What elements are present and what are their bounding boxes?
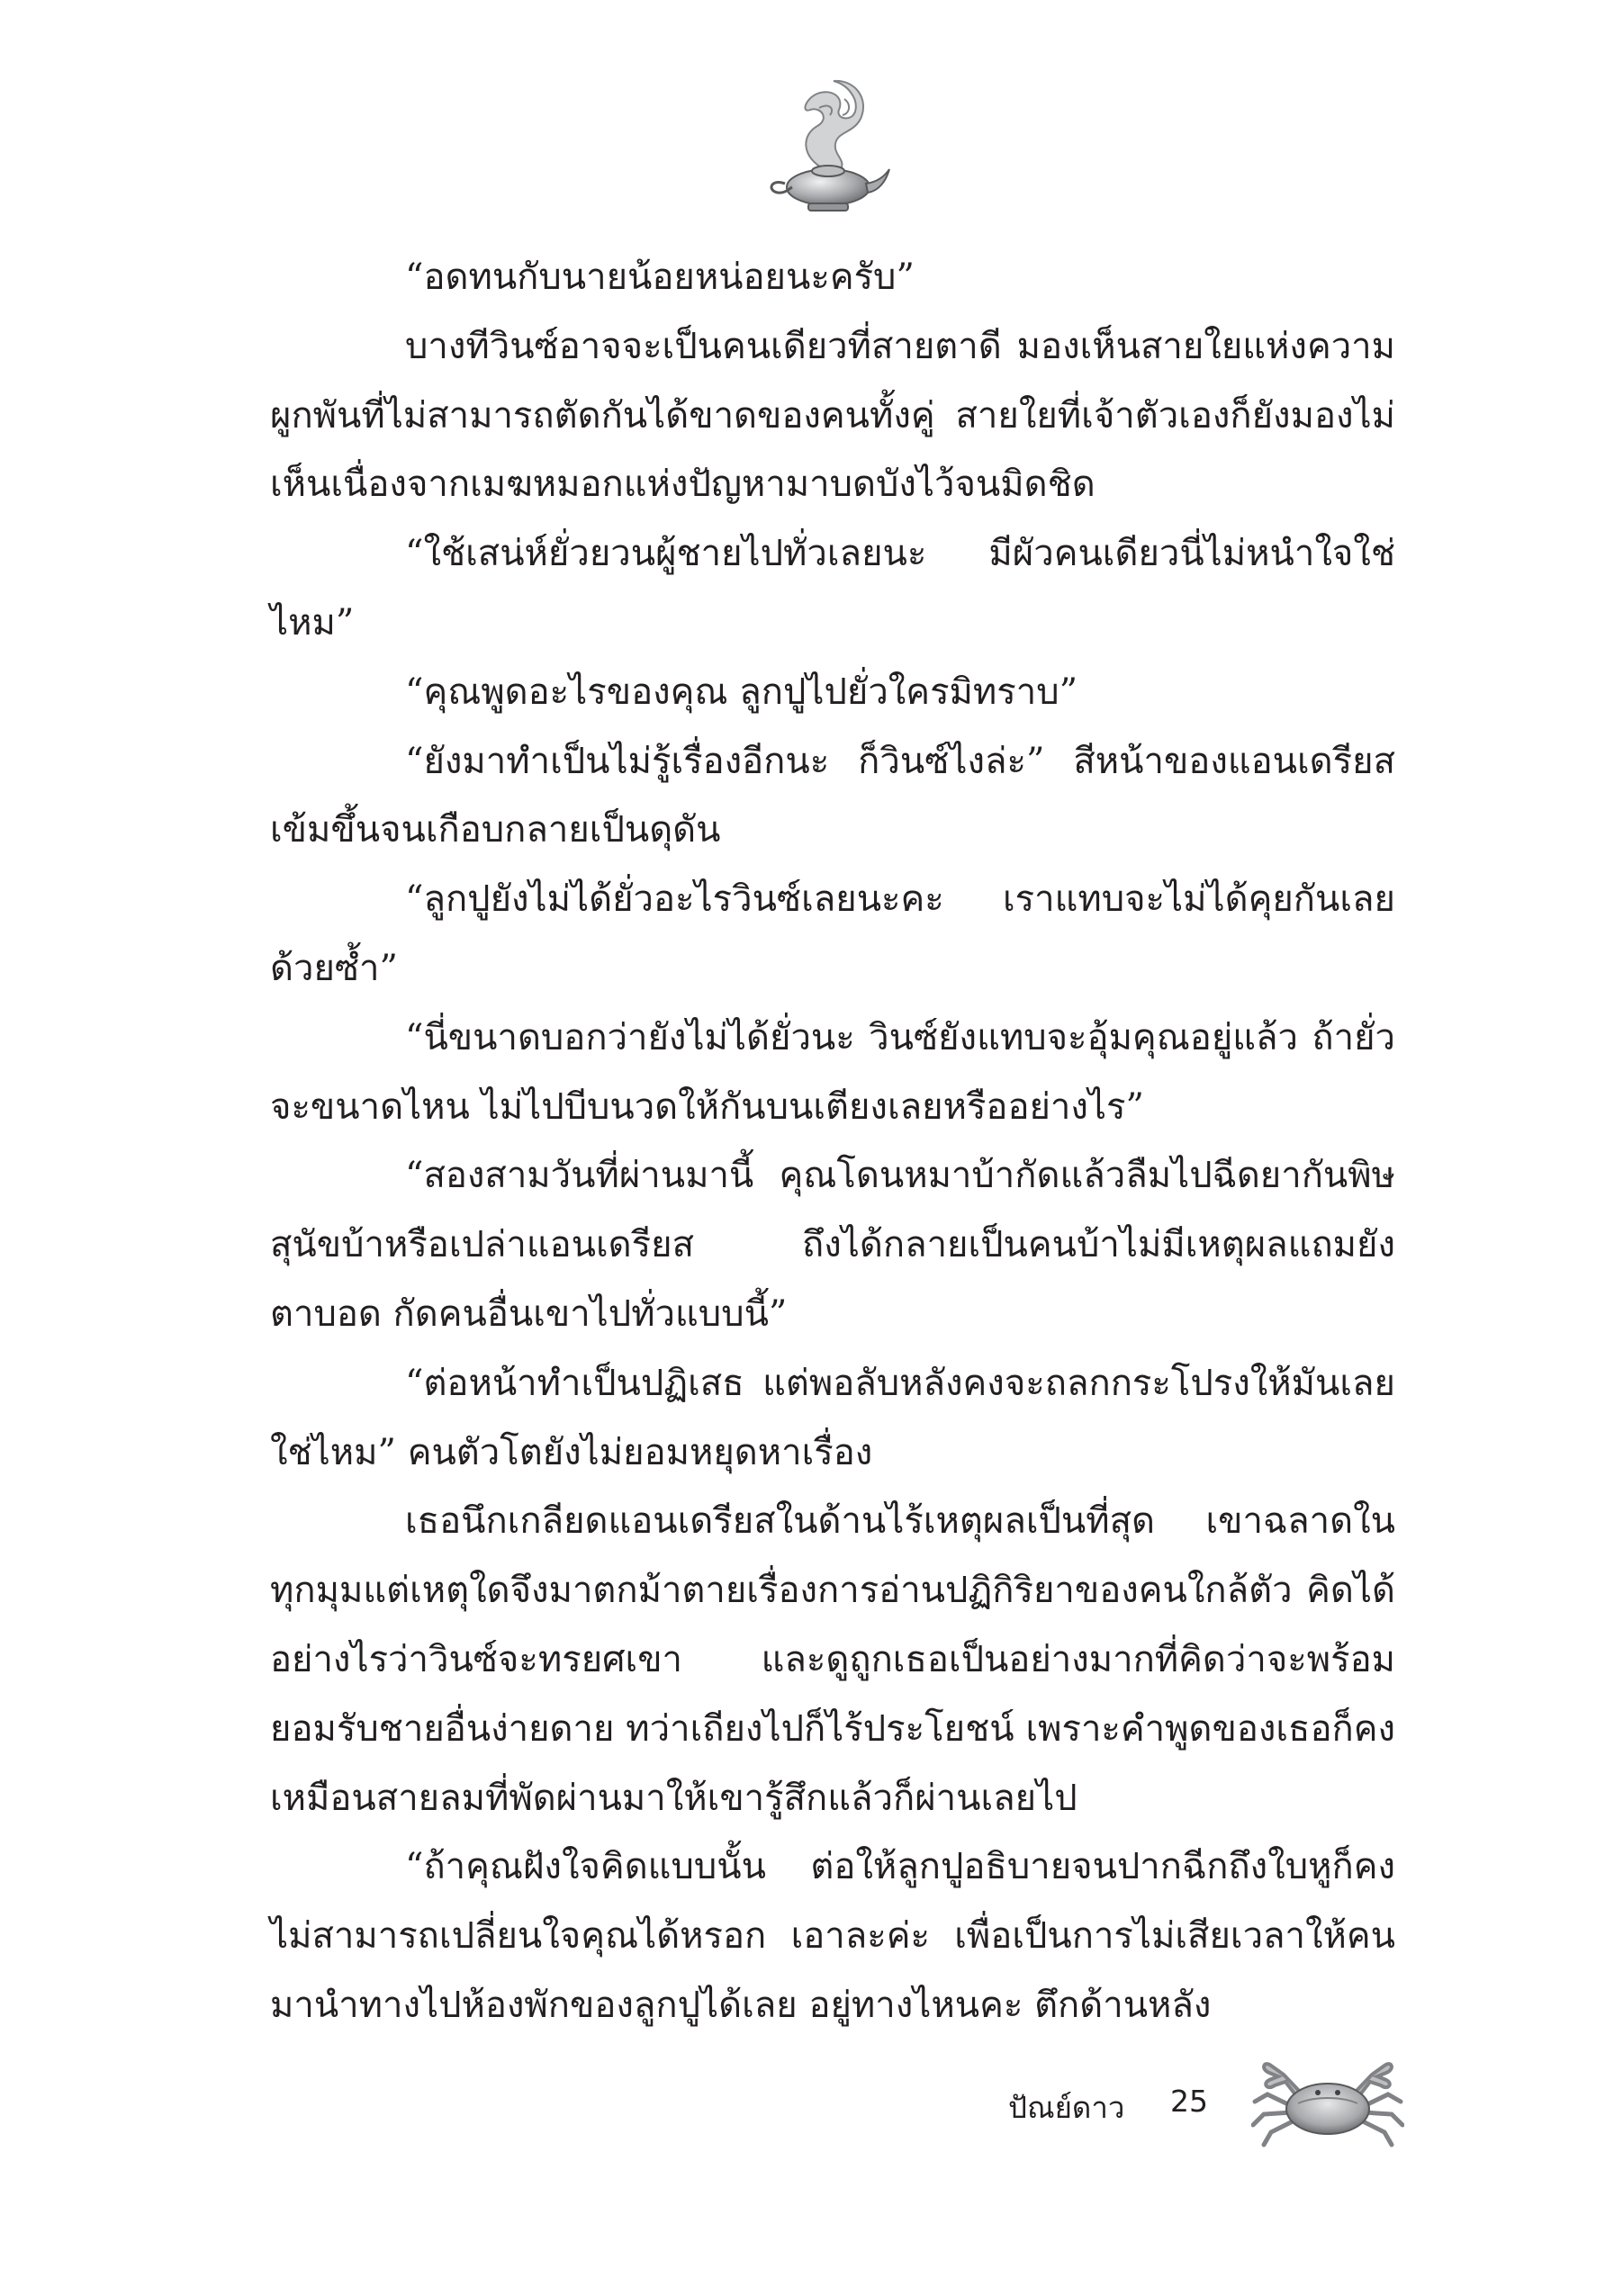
paragraph: “ถ้าคุณฝังใจคิดแบบนั้น ต่อให้ลูกปูอธิบายจนปากฉีกถึงใบหูก็คงไม่สามารถเปลี่ยนใจคุณได้หรอก เอาละค่ะ เพื่อเป็นการไม่เสียเวลาให้คนมานำทางไปห้องพักของลูกปูได้เลย อยู่ทางไหนคะ ตึกด้านหลัง: [270, 1846, 1395, 2026]
paragraph: “คุณพูดอะไรของคุณ ลูกปูไปยั่วใครมิทราบ”: [405, 671, 1078, 713]
page-number: 25: [1170, 2084, 1208, 2119]
paragraph: “สองสามวันที่ผ่านมานี้ คุณโดนหมาบ้ากัดแล้วลืมไปฉีดยากันพิษสุนัขบ้าหรือเปล่าแอนเดรียส ถึงได้กลายเป็นคนบ้าไม่มีเหตุผลแถมยังตาบอด กัดคนอื่นเขาไปทั่วแบบนี้”: [270, 1155, 1395, 1335]
paragraph: “ลูกปูยังไม่ได้ยั่วอะไรวินซ์เลยนะคะ เราแทบจะไม่ได้คุยกันเลยด้วยซ้ำ”: [270, 878, 1395, 989]
genie-lamp-icon: [765, 72, 891, 216]
crab-icon: [1251, 2039, 1404, 2160]
paragraph: บางทีวินซ์อาจจะเป็นคนเดียวที่สายตาดี มองเห็นสายใยแห่งความผูกพันที่ไม่สามารถตัดกันได้ขาดของคนทั้งคู่ สายใยที่เจ้าตัวเองก็ยังมองไม่เห็นเนื่องจากเมฆหมอกแห่งปัญหามาบดบังไว้จนมิดชิด: [270, 325, 1395, 506]
paragraph: เธอนึกเกลียดแอนเดรียสในด้านไร้เหตุผลเป็นที่สุด เขาฉลาดในทุกมุมแต่เหตุใดจึงมาตกม้าตายเรื่องการอ่านปฏิกิริยาของคนใกล้ตัว คิดได้อย่างไรว่าวินซ์จะทรยศเขา และดูถูกเธอเป็นอย่างมากที่คิดว่าจะพร้อมยอมรับชายอื่นง่ายดาย ทว่าเถียงไปก็ไร้ประโยชน์ เพราะคำพูดของเธอก็คงเหมือนสายลมที่พัดผ่านมาให้เขารู้สึกแล้วก็ผ่านเลยไป: [270, 1500, 1395, 1819]
paragraph: “ยังมาทำเป็นไม่รู้เรื่องอีกนะ ก็วินซ์ไงล่ะ” สีหน้าของแอนเดรียสเข้มขึ้นจนเกือบกลายเป็นดุดัน: [270, 740, 1395, 851]
body-text: [270, 243, 1395, 2040]
paragraph: “ต่อหน้าทำเป็นปฏิเสธ แต่พอลับหลังคงจะถลกกระโปรงให้มันเลยใช่ไหม” คนตัวโตยังไม่ยอมหยุดหาเรื่อง: [270, 1362, 1395, 1473]
paragraph: “นี่ขนาดบอกว่ายังไม่ได้ยั่วนะ วินซ์ยังแทบจะอุ้มคุณอยู่แล้ว ถ้ายั่วจะขนาดไหน ไม่ไปบีบนวดให้กันบนเตียงเลยหรืออย่างไร”: [270, 1016, 1395, 1128]
paragraph: “อดทนกับนายน้อยหน่อยนะครับ”: [405, 257, 915, 298]
paragraph: “ใช้เสน่ห์ยั่วยวนผู้ชายไปทั่วเลยนะ มีผัวคนเดียวนี่ไม่หนำใจใช่ไหม”: [270, 533, 1395, 644]
footer-book-title: ปัณย์ดาว: [1008, 2090, 1125, 2125]
